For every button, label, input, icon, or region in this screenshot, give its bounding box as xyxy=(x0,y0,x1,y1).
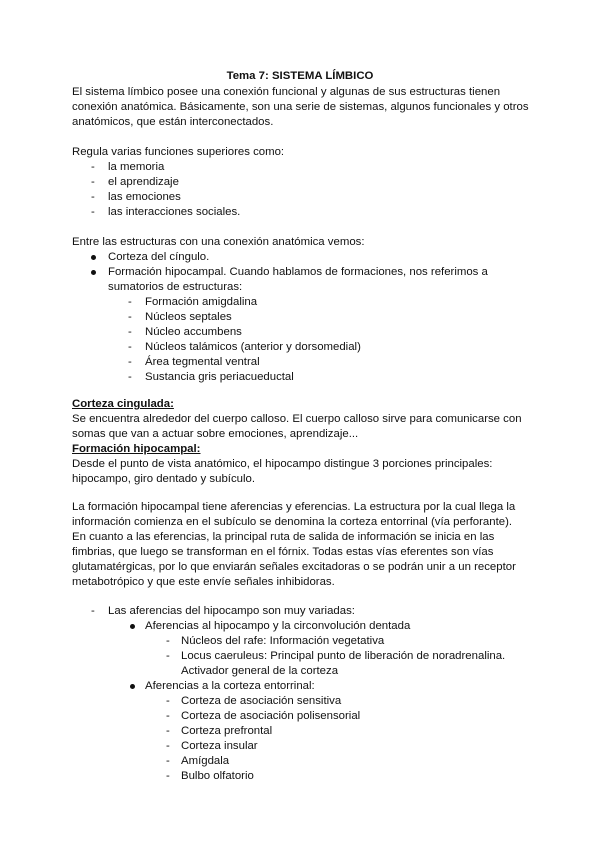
structure-sub-item: Formación amigdalina xyxy=(145,296,258,308)
hipocampal-paragraph: metabotrópico y que este envíe señales inhibidoras. xyxy=(72,576,335,588)
aferencias-item: Corteza insular xyxy=(181,740,258,752)
cingulada-text: somas que van a actuar sobre emociones, aprendizaje... xyxy=(72,428,359,440)
dash-bullet: - xyxy=(91,176,95,188)
hipocampal-paragraph: información comienza en el subículo se denomina la corteza entorrinal (vía perforante). xyxy=(72,516,513,528)
function-item: la memoria xyxy=(108,161,165,173)
aferencias-item: Corteza de asociación sensitiva xyxy=(181,695,342,707)
cingulada-text: Se encuentra alrededor del cuerpo calloso. El cuerpo calloso sirve para comunicarse con xyxy=(72,413,522,425)
dash-bullet: - xyxy=(91,206,95,218)
aferencias-item: Corteza de asociación polisensorial xyxy=(181,710,361,722)
structure-item: Corteza del cíngulo. xyxy=(108,251,210,263)
intro-line: El sistema límbico posee una conexión funcional y algunas de sus estructuras tienen xyxy=(72,86,501,98)
dash-bullet: - xyxy=(166,695,170,707)
dash-bullet: - xyxy=(128,326,132,338)
hipocampal-paragraph: fimbrias, que luego se transforman en el fórnix. Todas estas vías eferentes son vías xyxy=(72,546,494,558)
dash-bullet: - xyxy=(128,356,132,368)
dash-bullet: - xyxy=(128,341,132,353)
section-heading-hipocampal: Formación hipocampal: xyxy=(72,443,201,455)
dash-bullet: - xyxy=(166,755,170,767)
round-bullet xyxy=(130,684,135,689)
dash-bullet: - xyxy=(91,191,95,203)
dash-bullet: - xyxy=(128,296,132,308)
dash-bullet: - xyxy=(166,725,170,737)
aferencias-item: Locus caeruleus: Principal punto de liberación de noradrenalina. xyxy=(181,650,506,662)
aferencias-group-label: Aferencias a la corteza entorrinal: xyxy=(145,680,315,692)
dash-bullet: - xyxy=(166,635,170,647)
aferencias-item: Núcleos del rafe: Información vegetativa xyxy=(181,635,385,647)
hipocampal-paragraph: En cuanto a las eferencias, la principal ruta de salida de información se inicia en las xyxy=(72,531,495,543)
structures-intro: Entre las estructuras con una conexión anatómica vemos: xyxy=(72,236,365,248)
dash-bullet: - xyxy=(166,650,170,662)
structure-sub-item: Sustancia gris periacueductal xyxy=(145,371,294,383)
aferencias-main: Las aferencias del hipocampo son muy variadas: xyxy=(108,605,355,617)
function-item: las emociones xyxy=(108,191,181,203)
dash-bullet: - xyxy=(91,161,95,173)
intro-line: anatómicos, que están interconectados. xyxy=(72,116,274,128)
aferencias-item: Amígdala xyxy=(181,755,230,767)
dash-bullet: - xyxy=(128,311,132,323)
aferencias-item: Bulbo olfatorio xyxy=(181,770,254,782)
hipocampal-text: hipocampo, giro dentado y subículo. xyxy=(72,473,256,485)
round-bullet xyxy=(91,270,96,275)
function-item: las interacciones sociales. xyxy=(108,206,241,218)
dash-bullet: - xyxy=(166,770,170,782)
aferencias-item: Activador general de la corteza xyxy=(181,665,339,677)
hipocampal-paragraph: glutamatérgicas, por lo que enviarán señales excitadoras o se podrán unir a un receptor xyxy=(72,561,516,573)
structure-sub-item: Núcleo accumbens xyxy=(145,326,242,338)
dash-bullet: - xyxy=(166,710,170,722)
structure-sub-item: Área tegmental ventral xyxy=(145,356,260,368)
hipocampal-paragraph: La formación hipocampal tiene aferencias y eferencias. La estructura por la cual llega la xyxy=(72,501,516,513)
function-item: el aprendizaje xyxy=(108,176,179,188)
round-bullet xyxy=(130,624,135,629)
aferencias-group-label: Aferencias al hipocampo y la circonvolución dentada xyxy=(145,620,411,632)
page-title: Tema 7: SISTEMA LÍMBICO xyxy=(226,70,374,82)
dash-bullet: - xyxy=(166,740,170,752)
round-bullet xyxy=(91,255,96,260)
aferencias-item: Corteza prefrontal xyxy=(181,725,273,737)
section-heading-cingulada: Corteza cingulada: xyxy=(72,398,174,410)
structure-item: sumatorios de estructuras: xyxy=(108,281,243,293)
functions-intro: Regula varias funciones superiores como: xyxy=(72,146,285,158)
structure-sub-item: Núcleos septales xyxy=(145,311,232,323)
intro-line: conexión anatómica. Básicamente, son una serie de sistemas, algunos funcionales y otros xyxy=(72,101,529,113)
structure-sub-item: Núcleos talámicos (anterior y dorsomedial) xyxy=(145,341,361,353)
dash-bullet: - xyxy=(91,605,95,617)
structure-item: Formación hipocampal. Cuando hablamos de formaciones, nos referimos a xyxy=(108,266,488,278)
dash-bullet: - xyxy=(128,371,132,383)
hipocampal-text: Desde el punto de vista anatómico, el hipocampo distingue 3 porciones principales: xyxy=(72,458,493,470)
